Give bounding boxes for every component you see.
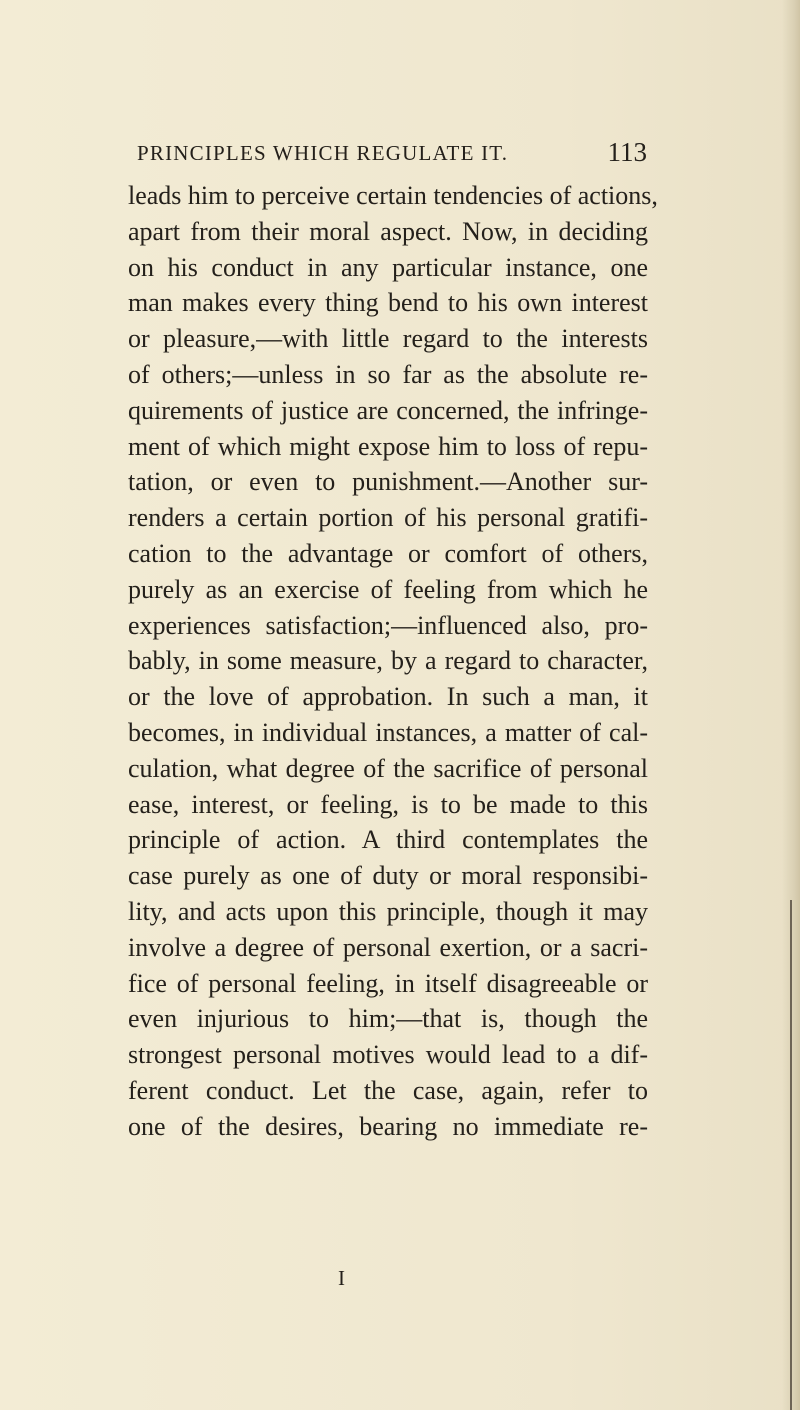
text-line: of others;—unless in so far as the absolute re-	[128, 359, 648, 389]
text-line: apart from their moral aspect. Now, in deciding	[128, 216, 648, 246]
page-header	[137, 137, 647, 171]
text-line: or pleasure,—with little regard to the interests	[128, 324, 648, 354]
body-text	[128, 178, 658, 1145]
text-line: tation, or even to punishment.—Another sur-	[128, 467, 648, 497]
text-line: cation to the advantage or comfort of others,	[128, 538, 648, 568]
running-head: PRINCIPLES WHICH REGULATE IT.	[137, 141, 509, 165]
text-line: one of the desires, bearing no immediate re-	[128, 1111, 648, 1141]
text-line: becomes, in individual instances, a matter of cal-	[128, 717, 648, 747]
text-line: principle of action. A third contemplates the	[128, 825, 648, 855]
text-line: ment of which might expose him to loss of repu-	[128, 431, 648, 461]
text-line: strongest personal motives would lead to a dif-	[128, 1040, 648, 1070]
text-line: quirements of justice are concerned, the infringe-	[128, 395, 648, 425]
signature-mark: I	[338, 1266, 345, 1290]
page-edge	[782, 0, 800, 1410]
text-line: purely as an exercise of feeling from which he	[128, 574, 648, 604]
page-number: 113	[607, 137, 647, 167]
text-line: lity, and acts upon this principle, though it may	[128, 896, 648, 926]
text-line: ferent conduct. Let the case, again, refer to	[128, 1075, 648, 1105]
page-edge-line	[790, 900, 792, 1410]
text-line: involve a degree of personal exertion, or a sacri-	[128, 932, 648, 962]
text-line: on his conduct in any particular instance, one	[128, 252, 648, 282]
text-line: man makes every thing bend to his own interest	[128, 288, 648, 318]
text-line: renders a certain portion of his personal gratifi-	[128, 503, 648, 533]
text-line: case purely as one of duty or moral responsibi-	[128, 861, 648, 891]
text-line: even injurious to him;—that is, though the	[128, 1004, 648, 1034]
text-line: or the love of approbation. In such a man, it	[128, 682, 648, 712]
text-line: fice of personal feeling, in itself disagreeable or	[128, 968, 648, 998]
text-line: experiences satisfaction;—influenced also, pro-	[128, 610, 648, 640]
text-line: leads him to perceive certain tendencies of actions,	[128, 181, 658, 210]
text-line: bably, in some measure, by a regard to character,	[128, 646, 648, 676]
text-line: culation, what degree of the sacrifice of personal	[128, 753, 648, 783]
text-line: ease, interest, or feeling, is to be made to this	[128, 789, 648, 819]
